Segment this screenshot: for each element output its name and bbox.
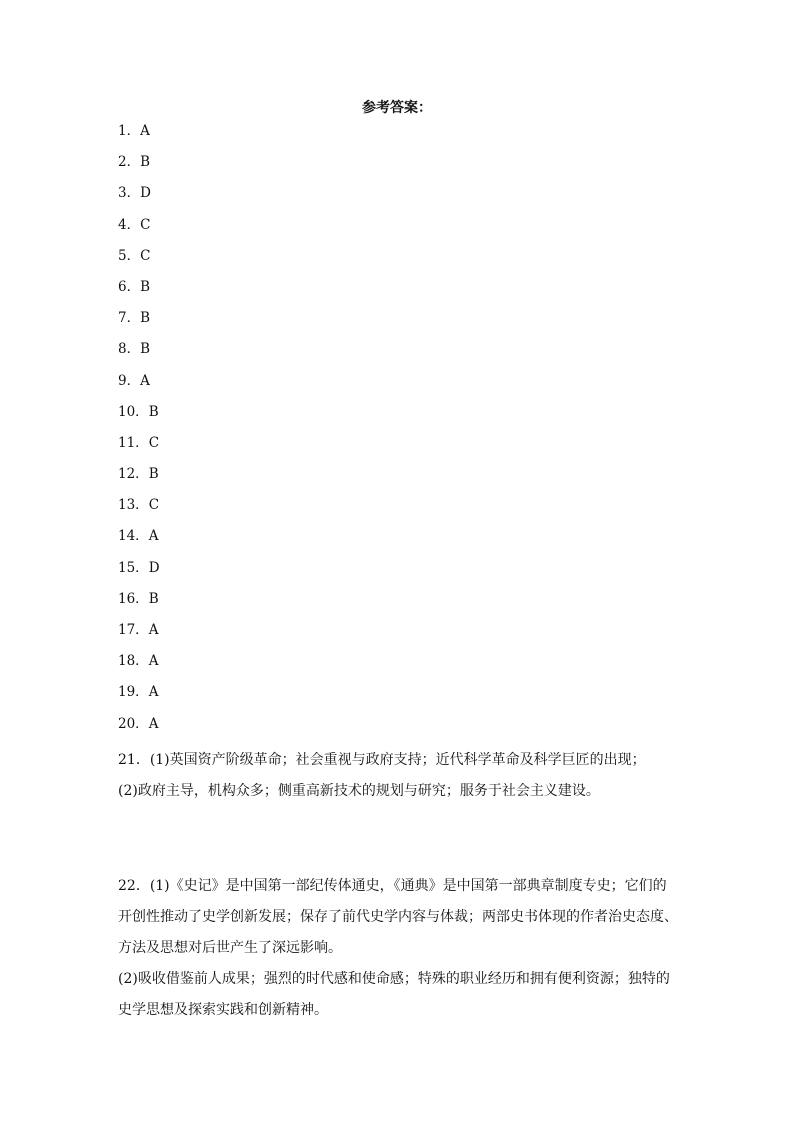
- answer-choice: C: [140, 247, 151, 264]
- answer-choice: B: [140, 310, 151, 327]
- answer-number: 5．: [118, 247, 141, 264]
- answer-choice: B: [140, 341, 151, 358]
- answer-item: [118, 464, 160, 495]
- answer-item: [118, 121, 160, 152]
- answer-number: 10．: [118, 403, 149, 420]
- answer-choice: B: [140, 278, 151, 295]
- answer-number: 3．: [118, 185, 141, 202]
- question-21-answer: [118, 745, 678, 807]
- answer-item: [118, 620, 160, 651]
- answer-number: 18．: [118, 653, 149, 670]
- answer-item: [118, 433, 160, 464]
- answer-number: 8．: [118, 341, 141, 358]
- answer-choice: A: [148, 622, 159, 638]
- answer-choice: B: [148, 466, 159, 483]
- answer-number: 17．: [118, 622, 149, 638]
- answer-number: 4．: [118, 216, 141, 233]
- answer-number: 16．: [118, 590, 149, 607]
- page-title: 参考答案：: [362, 100, 432, 116]
- answer-item: [118, 526, 160, 557]
- question-22-answer: [118, 871, 678, 1026]
- answer-item: [118, 495, 160, 526]
- q21-part2: (2)政府主导，机构众多；侧重高新技术的规划与研究；服务于社会主义建设。: [118, 783, 600, 799]
- answer-choice: A: [148, 715, 159, 732]
- answer-item: [118, 402, 160, 433]
- answer-choice: A: [140, 372, 150, 389]
- answer-choice: A: [140, 123, 150, 139]
- answer-item: [118, 277, 160, 308]
- answer-number: 13．: [118, 497, 149, 514]
- answer-item: [118, 339, 160, 370]
- answer-item: [118, 651, 160, 682]
- answer-choice: B: [148, 590, 159, 607]
- answer-number: 19．: [118, 684, 149, 701]
- answer-choice: C: [140, 216, 151, 233]
- answer-choice: A: [148, 684, 159, 701]
- answer-item: [118, 558, 160, 589]
- q22-part2: (2)吸收借鉴前人成果；强烈的时代感和使命感；特殊的职业经历和拥有便利资源；独特的史学思想及探索实践和创新精神。: [118, 971, 670, 1018]
- answer-item: [118, 714, 160, 745]
- answer-choice: C: [148, 434, 160, 451]
- answer-choice: C: [148, 497, 160, 514]
- answer-item: [118, 682, 160, 713]
- answer-choice: D: [148, 559, 160, 576]
- answer-number: 9．: [118, 372, 141, 389]
- answer-number: 11．: [118, 434, 149, 451]
- answer-item: [118, 589, 160, 620]
- answer-item: [118, 183, 160, 214]
- answer-choice: A: [148, 653, 159, 670]
- answer-number: 14．: [118, 528, 149, 545]
- answer-number: 2．: [118, 154, 141, 171]
- answer-number: 7．: [118, 310, 141, 327]
- answer-choice: A: [148, 528, 159, 545]
- q22-part1: 22．(1)《史记》是中国第一部纪传体通史，《通典》是中国第一部典章制度专史；它们的开创性推动了史学创新发展；保存了前代史学内容与体裁；两部史书体现的作者治史态度、方法及思想对后世产生了深远影响。: [118, 878, 678, 956]
- answer-item: [118, 371, 160, 402]
- answer-number: 20．: [118, 715, 149, 732]
- answer-choice: D: [140, 185, 151, 202]
- answer-item: [118, 308, 160, 339]
- answer-number: 1．: [118, 123, 141, 139]
- answer-item: [118, 246, 160, 277]
- answer-choice: B: [140, 154, 151, 171]
- answer-number: 12．: [118, 466, 149, 483]
- q21-part1: 21．(1)英国资产阶级革命；社会重视与政府支持；近代科学革命及科学巨匠的出现；: [118, 752, 646, 768]
- answer-number: 15．: [118, 559, 149, 576]
- answer-item: [118, 215, 160, 246]
- answer-number: 6．: [118, 278, 141, 295]
- answer-list: [118, 121, 160, 745]
- answer-choice: B: [148, 403, 159, 420]
- answer-item: [118, 152, 160, 183]
